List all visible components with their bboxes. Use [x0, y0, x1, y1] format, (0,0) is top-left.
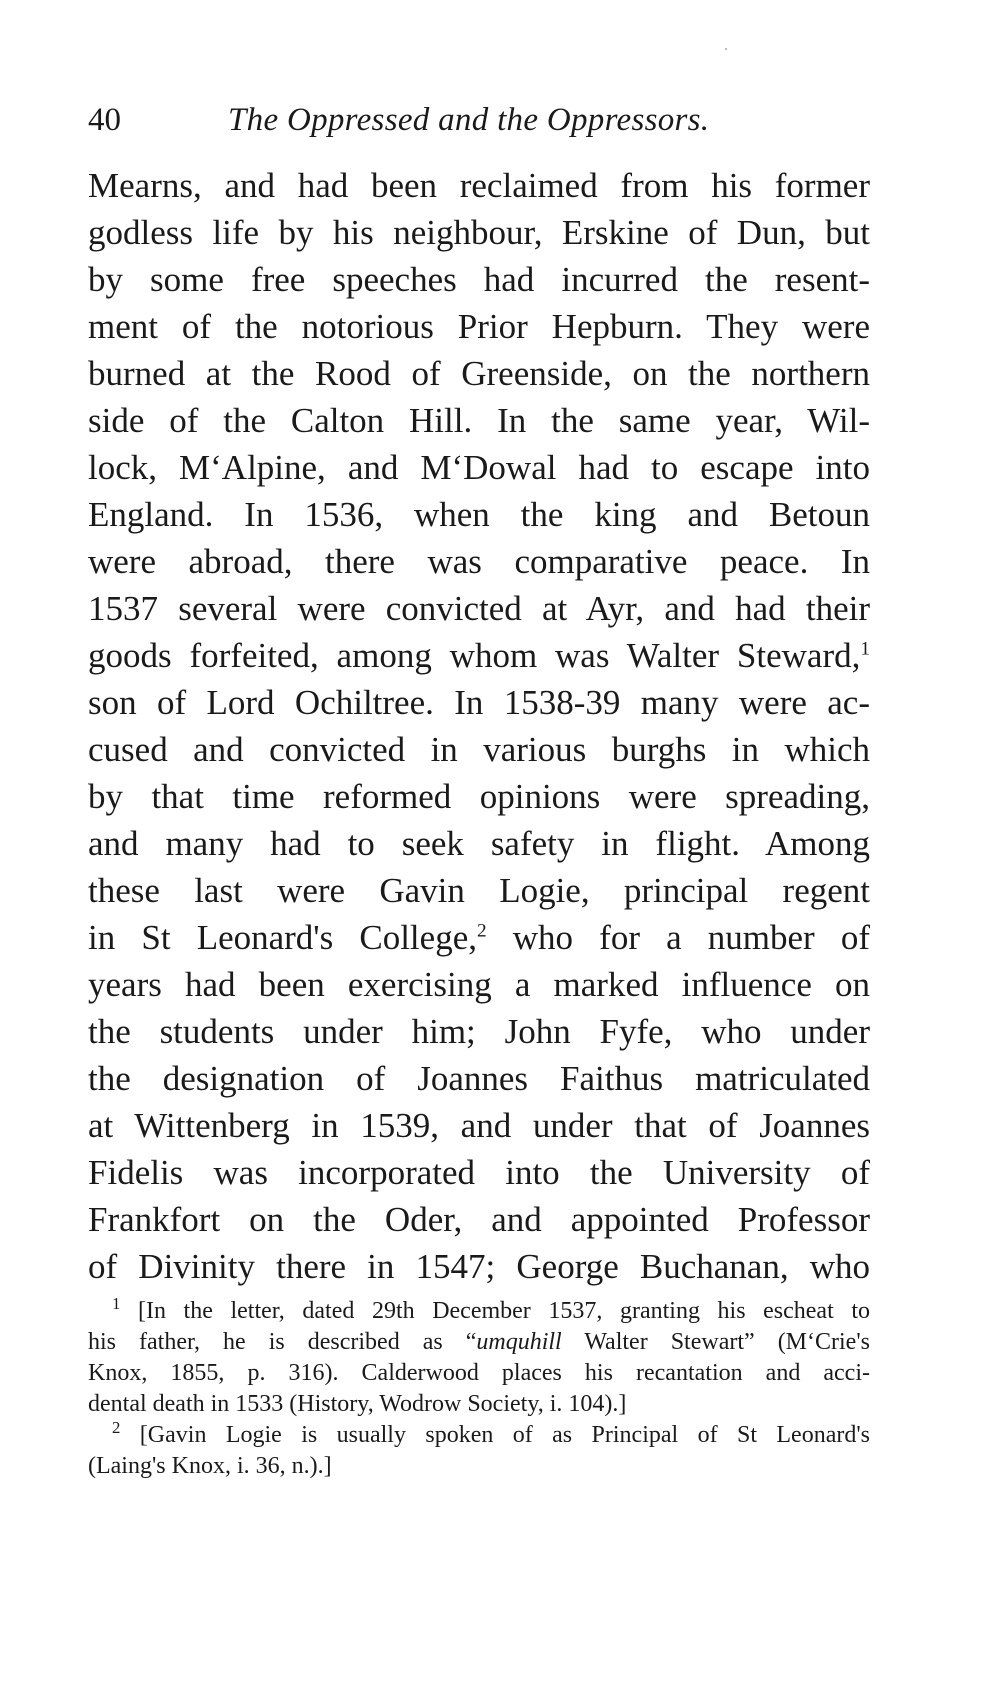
footnote-1-italic-term: umquhill [476, 1329, 562, 1355]
page-speck [725, 48, 727, 50]
body-line: by that time reformed opinions were spreading, [88, 777, 870, 816]
body-line: lock, M‘Alpine, and M‘Dowal had to escape into [88, 448, 870, 487]
body-line: burned at the Rood of Greenside, on the northern [88, 354, 870, 393]
footnote-1-text: his father, he is described as “ [88, 1329, 477, 1355]
body-line: and many had to seek safety in flight. Among [88, 824, 870, 863]
page-number: 40 [88, 102, 121, 138]
running-title: The Oppressed and the Oppressors. [228, 102, 710, 138]
body-line: of Divinity there in 1547; George Buchanan, who [88, 1247, 870, 1286]
footnote-1-line [88, 1327, 870, 1358]
page-header [88, 100, 878, 150]
body-line: by some free speeches had incurred the resent- [88, 260, 870, 299]
body-line: these last were Gavin Logie, principal regent [88, 871, 870, 910]
body-line: years had been exercising a marked influence on [88, 965, 870, 1004]
body-line: ment of the notorious Prior Hepburn. They were [88, 307, 870, 346]
body-line: Fidelis was incorporated into the University of [88, 1153, 870, 1192]
body-line: 1537 several were convicted at Ayr, and had their [88, 589, 870, 628]
body-line: at Wittenberg in 1539, and under that of Joannes [88, 1106, 870, 1145]
body-text [88, 162, 870, 1290]
body-line: cused and convicted in various burghs in which [88, 730, 870, 769]
footnote-1-text: [In the letter, dated 29th December 1537, granting his escheat to [137, 1298, 870, 1324]
body-line-text: in St Leonard's College, [88, 918, 477, 957]
footnote-1-line [88, 1296, 870, 1327]
body-line-text-continuation: who for a number of [486, 918, 870, 957]
body-line-text: goods forfeited, among whom was Walter Steward, [88, 636, 861, 675]
footnote-2-marker: 2 [112, 1418, 121, 1437]
footnote-1-line: dental death in 1533 (History, Wodrow Society, i. 104).] [88, 1391, 627, 1417]
body-line: Mearns, and had been reclaimed from his former [88, 166, 870, 205]
footnote-2-line: (Laing's Knox, i. 36, n.).] [88, 1453, 332, 1479]
body-line-with-footnote-ref [88, 914, 870, 961]
body-line: Frankfort on the Oder, and appointed Professor [88, 1200, 870, 1239]
body-line: side of the Calton Hill. In the same year, Wil- [88, 401, 870, 440]
footnote-ref-1: 1 [860, 638, 870, 660]
body-line: godless life by his neighbour, Erskine of Dun, but [88, 213, 870, 252]
footnote-1-marker: 1 [112, 1294, 121, 1313]
footnote-2-text: [Gavin Logie is usually spoken of as Principal of St Leonard's [139, 1422, 871, 1448]
footnote-ref-2: 2 [476, 920, 487, 942]
footnotes [88, 1296, 870, 1482]
body-line-with-footnote-ref [88, 632, 870, 679]
footnote-1-line: Knox, 1855, p. 316). Calderwood places his recantation and acci- [88, 1360, 870, 1386]
body-line: son of Lord Ochiltree. In 1538-39 many were ac- [88, 683, 870, 722]
body-line: the students under him; John Fyfe, who under [88, 1012, 870, 1051]
footnote-1-text: Walter Stewart” (M‘Crie's [561, 1329, 871, 1355]
body-line: England. In 1536, when the king and Betoun [88, 495, 870, 534]
body-line: were abroad, there was comparative peace. In [88, 542, 870, 581]
footnote-2-line [88, 1420, 870, 1451]
body-line: the designation of Joannes Faithus matriculated [88, 1059, 870, 1098]
